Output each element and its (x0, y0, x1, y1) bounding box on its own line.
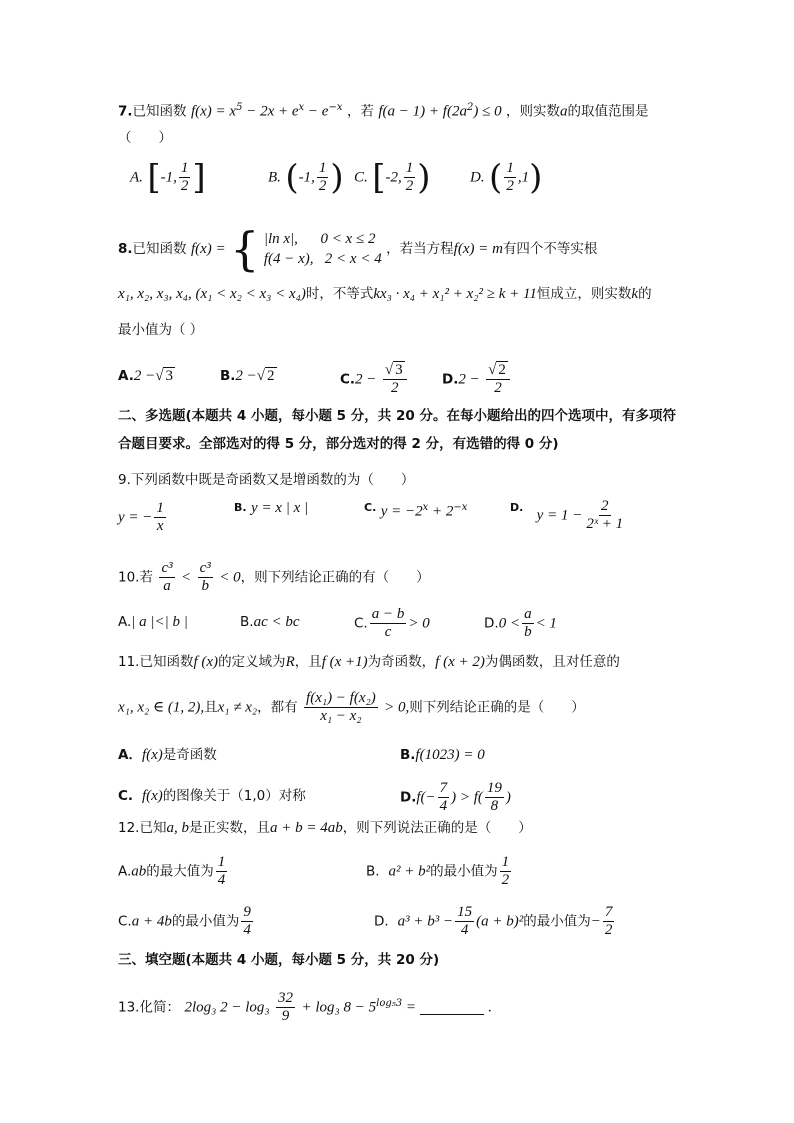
q7-option-d: D. ( $\frac{1}{2}$ ,1) (470, 157, 543, 198)
q10-option-b: B.ac < bc (240, 614, 300, 630)
q9-stem: 9.下列函数中既是奇函数又是增函数的为（ ） (118, 472, 415, 488)
q10-option-c: C. $\frac{a - b}{c}$ > 0 (354, 606, 430, 640)
q9-option-a: y = − $\frac{1}{x}$ (118, 500, 164, 534)
q9-option-b: $^{B.}$ y = x | x | (234, 500, 309, 516)
q8-option-d: D.2 − $\frac{√ 2}{2}$ (442, 362, 512, 397)
q8-option-a: A.2 −√ 3 (118, 368, 173, 384)
section2-title-line2: 合题目要求。全部选对的得 5 分，部分选对的得 2 分，有选错的得 0 分) (118, 436, 559, 452)
q9-option-d: $^{D.}$ y = 1 − $\frac{2}{\text{2ˣ + 1}}$ (510, 498, 624, 532)
q8-piecewise: |ln x|, 0 < x ≤ 2 f(4 − x), 2 < x < 4 (263, 231, 382, 267)
q12-option-d: D. a³ + b³ − $\frac{15}{4}$ (a + b)²的最小值为− $\frac{7}{2}$ (374, 904, 613, 938)
q8-option-b: B.2 −√ 2 (220, 368, 275, 384)
q11-option-b: B.f(1023) = 0 (400, 747, 485, 763)
q12-stem: 12.已知a, b是正实数，且a + b = 4ab，则下列说法正确的是（ ） (118, 820, 532, 836)
section2-title-line1: 二、多选题(本题共 4 小题，每小题 5 分，共 20 分。在每小题给出的四个选项中，有多项符 (118, 408, 676, 424)
q12-option-c: C.a + 4b的最小值为 $\frac{9}{4}$ (118, 904, 251, 938)
q12-option-b: B. a² + b²的最小值为 $\frac{1}{2}$ (366, 854, 510, 888)
q10-option-d: D.0 < $\frac{a}{b}$ < 1 (484, 606, 557, 640)
q8-option-c: C.2 − $\frac{√ 3}{2}$ (340, 362, 409, 397)
q10-option-a: A.| a |<| b | (118, 614, 188, 630)
q9-option-c: $^{C.}$ $y = -2^x + 2^{-x}$ (364, 501, 468, 520)
q10-stem: 10.若 $\frac{\text{c³}}{a}$ < $\frac{\text{c³}}{b}$ < 0，则下列结论正确的有（ ） (118, 560, 430, 594)
q11-option-c: C. f(x)的图像关于（1,0）对称 (118, 788, 306, 804)
q11-line2: x₁, x₂ ∈ (1, 2),且x₁ ≠ x₂，都有 $\frac{\text{f(x₁) − f(x₂)}}{\text{x₁ − x₂}}$ > 0,则下列结论正确的是（ ） (118, 690, 585, 724)
q11-stem: 11.已知函数f (x)的定义域为R，且f (x +1)为奇函数，f (x + 2)为偶函数，且对任意的 (118, 654, 620, 670)
q13-stem: 13.化简： 2log₃ 2 − log₃ $\frac{32}{9}$ + log₃ $8 - 5^{log_53}$ = . (118, 990, 492, 1024)
q8-stem: 8.已知函数 f(x) = { |ln x|, 0 < x ≤ 2 f(4 − x), 2 < x < 4 ，若当方程f(x) = m有四个不等实根 (118, 222, 598, 276)
q13-answer-blank[interactable] (420, 1000, 484, 1015)
q11-option-d: D.f(− $\frac{7}{4}$ ) > f( $\frac{19}{8}$ ) (400, 780, 511, 814)
q7-option-b: B. (-1, $\frac{1}{2}$ ) (268, 157, 344, 198)
q12-option-a: A.ab的最大值为 $\frac{1}{4}$ (118, 854, 226, 888)
section3-title: 三、填空题(本题共 4 小题，每小题 5 分，共 20 分) (118, 952, 440, 968)
q7-paren: （ ） (118, 130, 172, 146)
q11-option-a: A．f(x)是奇函数 (118, 747, 217, 763)
q8-line3: 最小值为（ ） (118, 322, 204, 338)
q7-option-a: A. [-1, $\frac{1}{2}$ ] (130, 157, 206, 198)
q8-line2: x₁, x₂, x₃, x₄, (x₁ < x₂ < x₃ < x₄)时，不等式kx₃ · x₄ + x₁² + x₂² ≥ k + 11恒成立，则实数k的 (118, 286, 652, 302)
q7-stem: 7.已知函数 $f(x) = x^5 - 2x + e^x - e^{-x}$ ，若 $f(a - 1) + f(2a^2) \le 0$ ，则实数a的取值范围是 (118, 102, 649, 120)
q7-option-c: C. [-2, $\frac{1}{2}$ ) (354, 157, 431, 198)
